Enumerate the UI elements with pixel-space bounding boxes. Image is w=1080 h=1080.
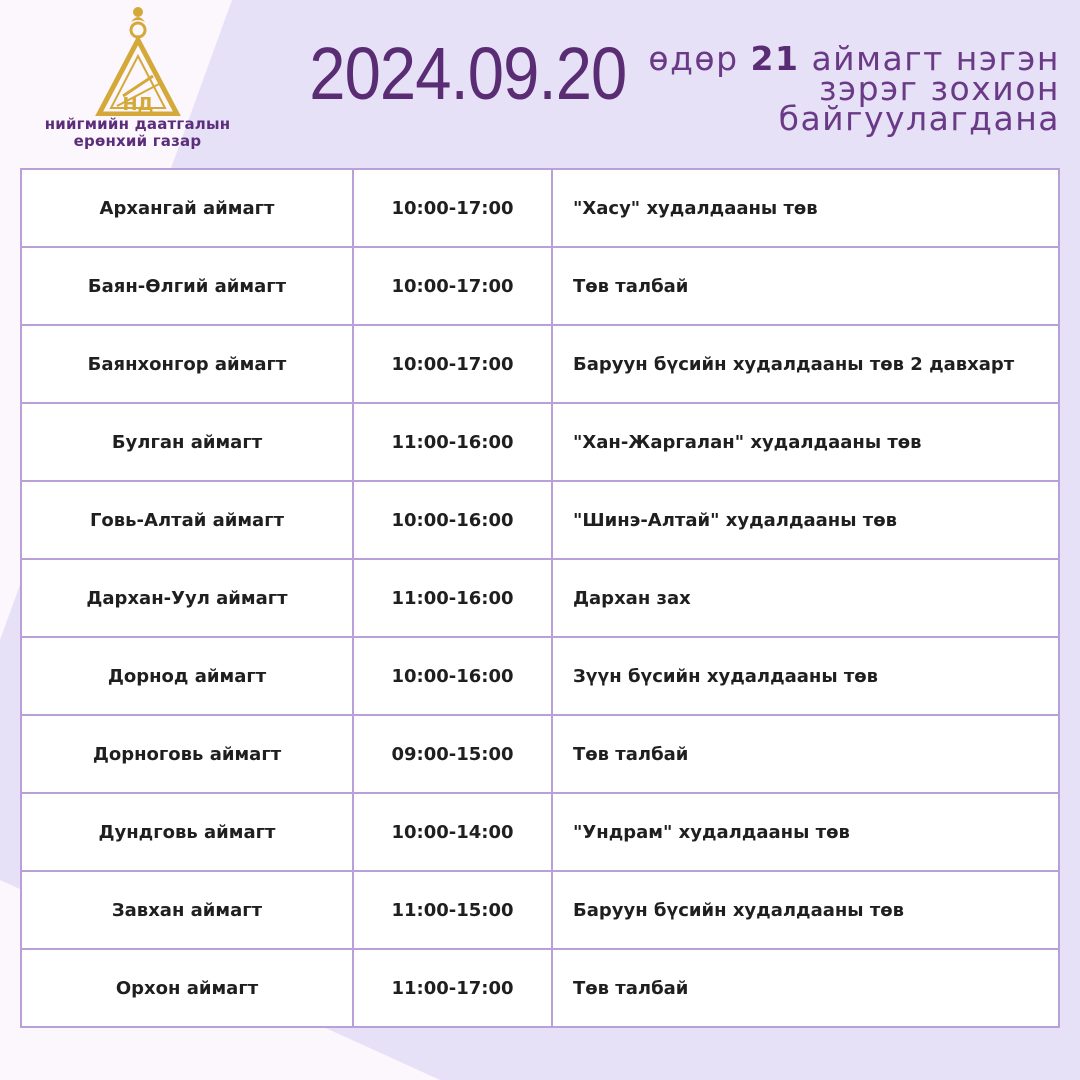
- aimag-cell: Баян-Өлгий аймагт: [21, 247, 353, 325]
- time-cell: 11:00-15:00: [353, 871, 552, 949]
- time-cell: 11:00-16:00: [353, 559, 552, 637]
- location-cell: Төв талбай: [552, 949, 1059, 1027]
- logo-line-2: ерөнхий газар: [73, 132, 202, 150]
- headline-line-1-prefix: өдөр: [648, 39, 751, 78]
- organization-logo: [30, 4, 245, 154]
- headline-line-2: зэрэг зохион: [818, 69, 1060, 108]
- headline-line-1-suffix: аймагт нэгэн: [799, 39, 1060, 78]
- table-row: [21, 169, 1059, 247]
- svg-text:НД: НД: [121, 94, 154, 115]
- location-cell: Зүүн бүсийн худалдааны төв: [552, 637, 1059, 715]
- time-cell: 09:00-15:00: [353, 715, 552, 793]
- location-cell: "Хан-Жаргалан" худалдааны төв: [552, 403, 1059, 481]
- location-cell: Төв талбай: [552, 715, 1059, 793]
- table-row: [21, 637, 1059, 715]
- headline-line-3: байгуулагдана: [778, 99, 1060, 138]
- event-date: 2024.09.20: [309, 32, 627, 115]
- aimag-cell: Дархан-Уул аймагт: [21, 559, 353, 637]
- aimag-cell: Говь-Алтай аймагт: [21, 481, 353, 559]
- time-cell: 10:00-14:00: [353, 793, 552, 871]
- schedule-table: [20, 168, 1060, 1028]
- table-row: [21, 715, 1059, 793]
- location-cell: "Хасу" худалдааны төв: [552, 169, 1059, 247]
- schedule-table-body: [21, 169, 1059, 1027]
- aimag-cell: Орхон аймагт: [21, 949, 353, 1027]
- table-row: [21, 949, 1059, 1027]
- aimag-cell: Дорнод аймагт: [21, 637, 353, 715]
- aimag-cell: Булган аймагт: [21, 403, 353, 481]
- headline: [648, 39, 1060, 138]
- page-header: [266, 28, 1060, 138]
- time-cell: 10:00-16:00: [353, 637, 552, 715]
- location-cell: "Ундрам" худалдааны төв: [552, 793, 1059, 871]
- location-cell: Баруун бүсийн худалдааны төв: [552, 871, 1059, 949]
- time-cell: 10:00-16:00: [353, 481, 552, 559]
- time-cell: 10:00-17:00: [353, 169, 552, 247]
- location-cell: "Шинэ-Алтай" худалдааны төв: [552, 481, 1059, 559]
- aimag-cell: Баянхонгор аймагт: [21, 325, 353, 403]
- logo-emblem-icon: [93, 4, 183, 116]
- table-row: [21, 403, 1059, 481]
- aimag-cell: Дорноговь аймагт: [21, 715, 353, 793]
- time-cell: 10:00-17:00: [353, 247, 552, 325]
- logo-line-1: нийгмийн даатгалын: [44, 115, 231, 133]
- headline-count: 21: [750, 39, 800, 78]
- table-row: [21, 481, 1059, 559]
- table-row: [21, 871, 1059, 949]
- location-cell: Дархан зах: [552, 559, 1059, 637]
- aimag-cell: Дундговь аймагт: [21, 793, 353, 871]
- aimag-cell: Завхан аймагт: [21, 871, 353, 949]
- table-row: [21, 247, 1059, 325]
- location-cell: Баруун бүсийн худалдааны төв 2 давхарт: [552, 325, 1059, 403]
- time-cell: 10:00-17:00: [353, 325, 552, 403]
- time-cell: 11:00-16:00: [353, 403, 552, 481]
- table-row: [21, 793, 1059, 871]
- location-cell: Төв талбай: [552, 247, 1059, 325]
- aimag-cell: Архангай аймагт: [21, 169, 353, 247]
- table-row: [21, 325, 1059, 403]
- table-row: [21, 559, 1059, 637]
- time-cell: 11:00-17:00: [353, 949, 552, 1027]
